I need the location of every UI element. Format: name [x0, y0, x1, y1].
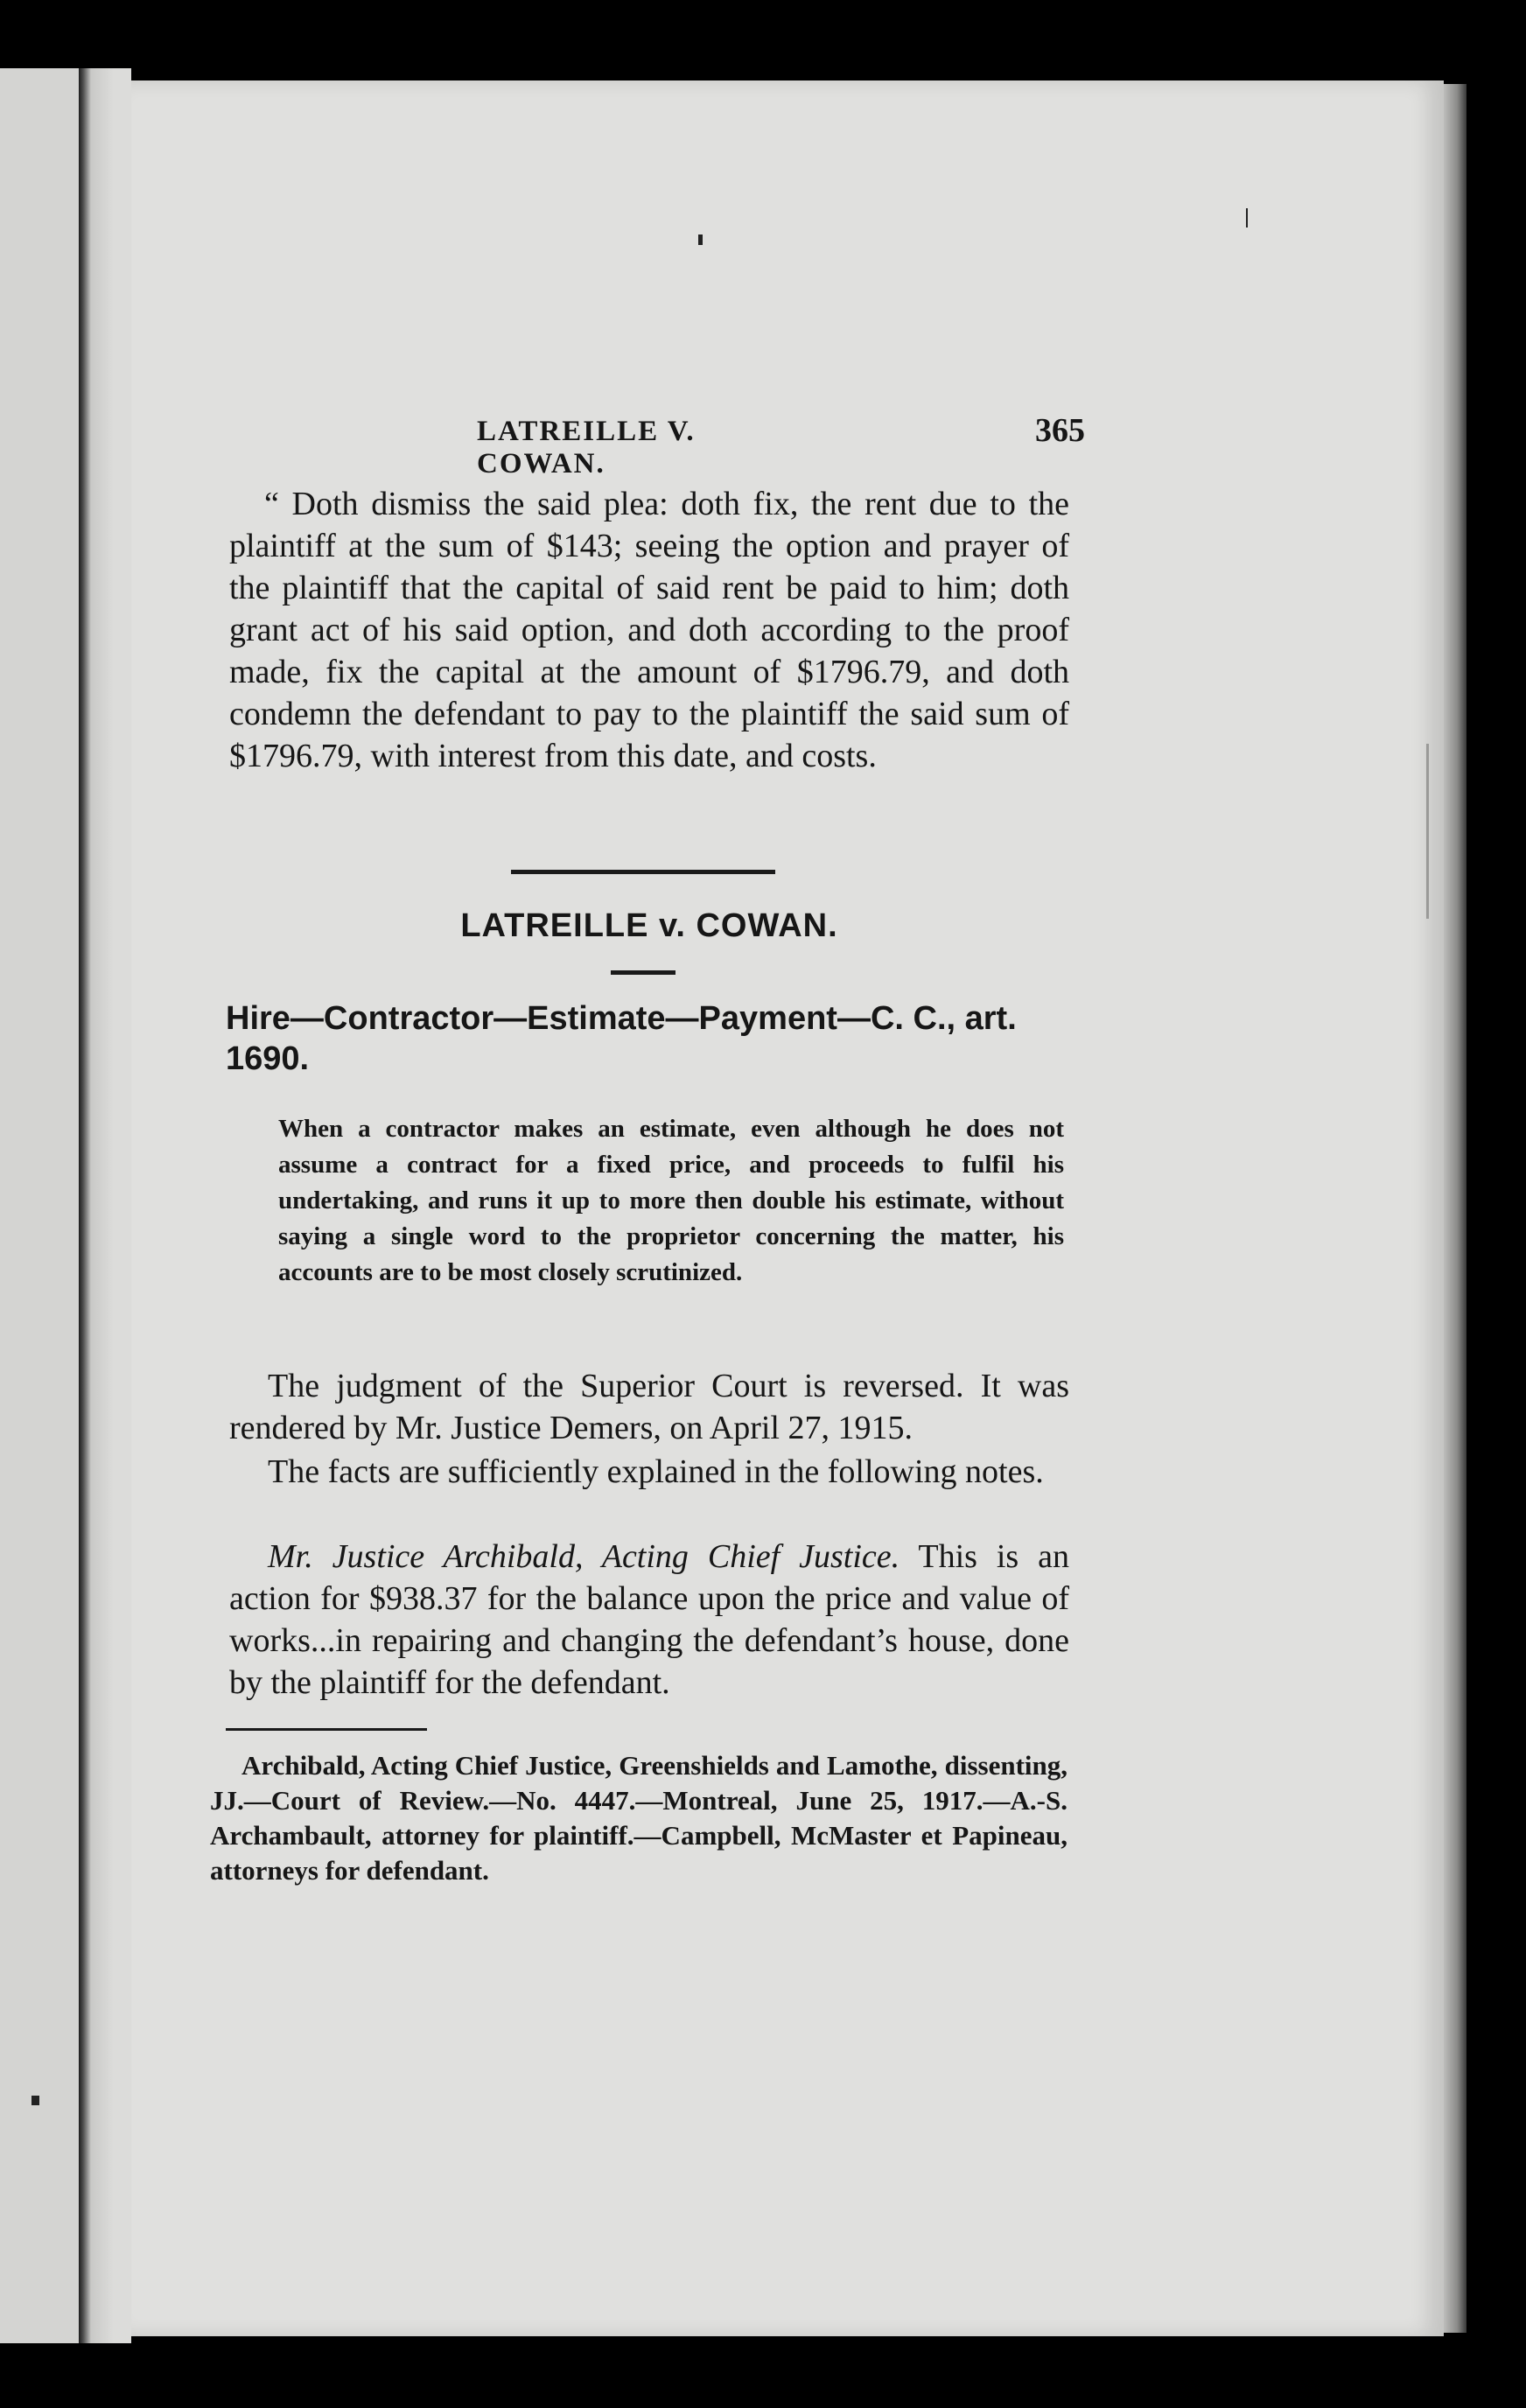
- section-divider-rule: [511, 870, 775, 874]
- page-edge-shadow: [1444, 84, 1466, 2333]
- gutter-shadow: [79, 68, 131, 2343]
- judgment-paragraph: The judgment of the Superior Court is reversed. It was rendered by Mr. Justice Demers, on April 27, 1915.: [229, 1368, 1069, 1446]
- page-number: 365: [1035, 412, 1085, 449]
- scan-speck: [1246, 208, 1248, 228]
- title-dash: [611, 970, 676, 975]
- facts-paragraph: The facts are sufficiently explained in the following notes.: [268, 1453, 1044, 1490]
- syllabus: When a contractor makes an estimate, even although he does not assume a contract for a fixed price, and proceeds to fulfil his undertaking, and runs it up to more then double his estimate, without saying a single word to the proprietor concerning the matter, his accounts are to be most closely scrutinized.: [278, 1115, 1064, 1286]
- scan-speck: [32, 2096, 39, 2105]
- footnote: Archibald, Acting Chief Justice, Greenshields and Lamothe, dissenting, JJ.—Court of Review.—No. 4447.—Montreal, June 25, 1917.—A.-S. Archambault, attorney for plaintiff.—Campbell, McMaster et Papineau, attorneys for defendant.: [210, 1750, 1068, 1886]
- opinion-text: This is an action for $938.37 for the balance upon the price and value of works...in repairing and changing the defendant’s house, done by the plaintiff for the defendant.: [229, 1538, 1070, 1701]
- footnote-rule: [226, 1728, 427, 1731]
- opinion-paragraph: [229, 1536, 1069, 1704]
- headnote: Hire—Contractor—Estimate—Payment—C. C., art. 1690.: [226, 1000, 1017, 1077]
- opinion-judge: Mr. Justice Archibald, Acting Chief Justice.: [268, 1538, 900, 1575]
- quote-paragraph: “ Doth dismiss the said plea: doth fix, the rent due to the plaintiff at the sum of $143; seeing the option and prayer of the plaintiff that the capital of said rent be paid to him; doth grant act of his said option, and doth according to the proof made, fix the capital at the amount of $1796.79, and doth condemn the defendant to pay to the plaintiff the said sum of $1796.79, with interest from this date, and costs.: [229, 486, 1069, 774]
- running-head: LATREILLE V. COWAN.: [477, 416, 696, 480]
- scan-speck: [698, 234, 703, 245]
- case-title: LATREILLE v. COWAN.: [460, 907, 838, 944]
- scan-speck: [1426, 744, 1429, 919]
- left-page-edge: [0, 68, 81, 2343]
